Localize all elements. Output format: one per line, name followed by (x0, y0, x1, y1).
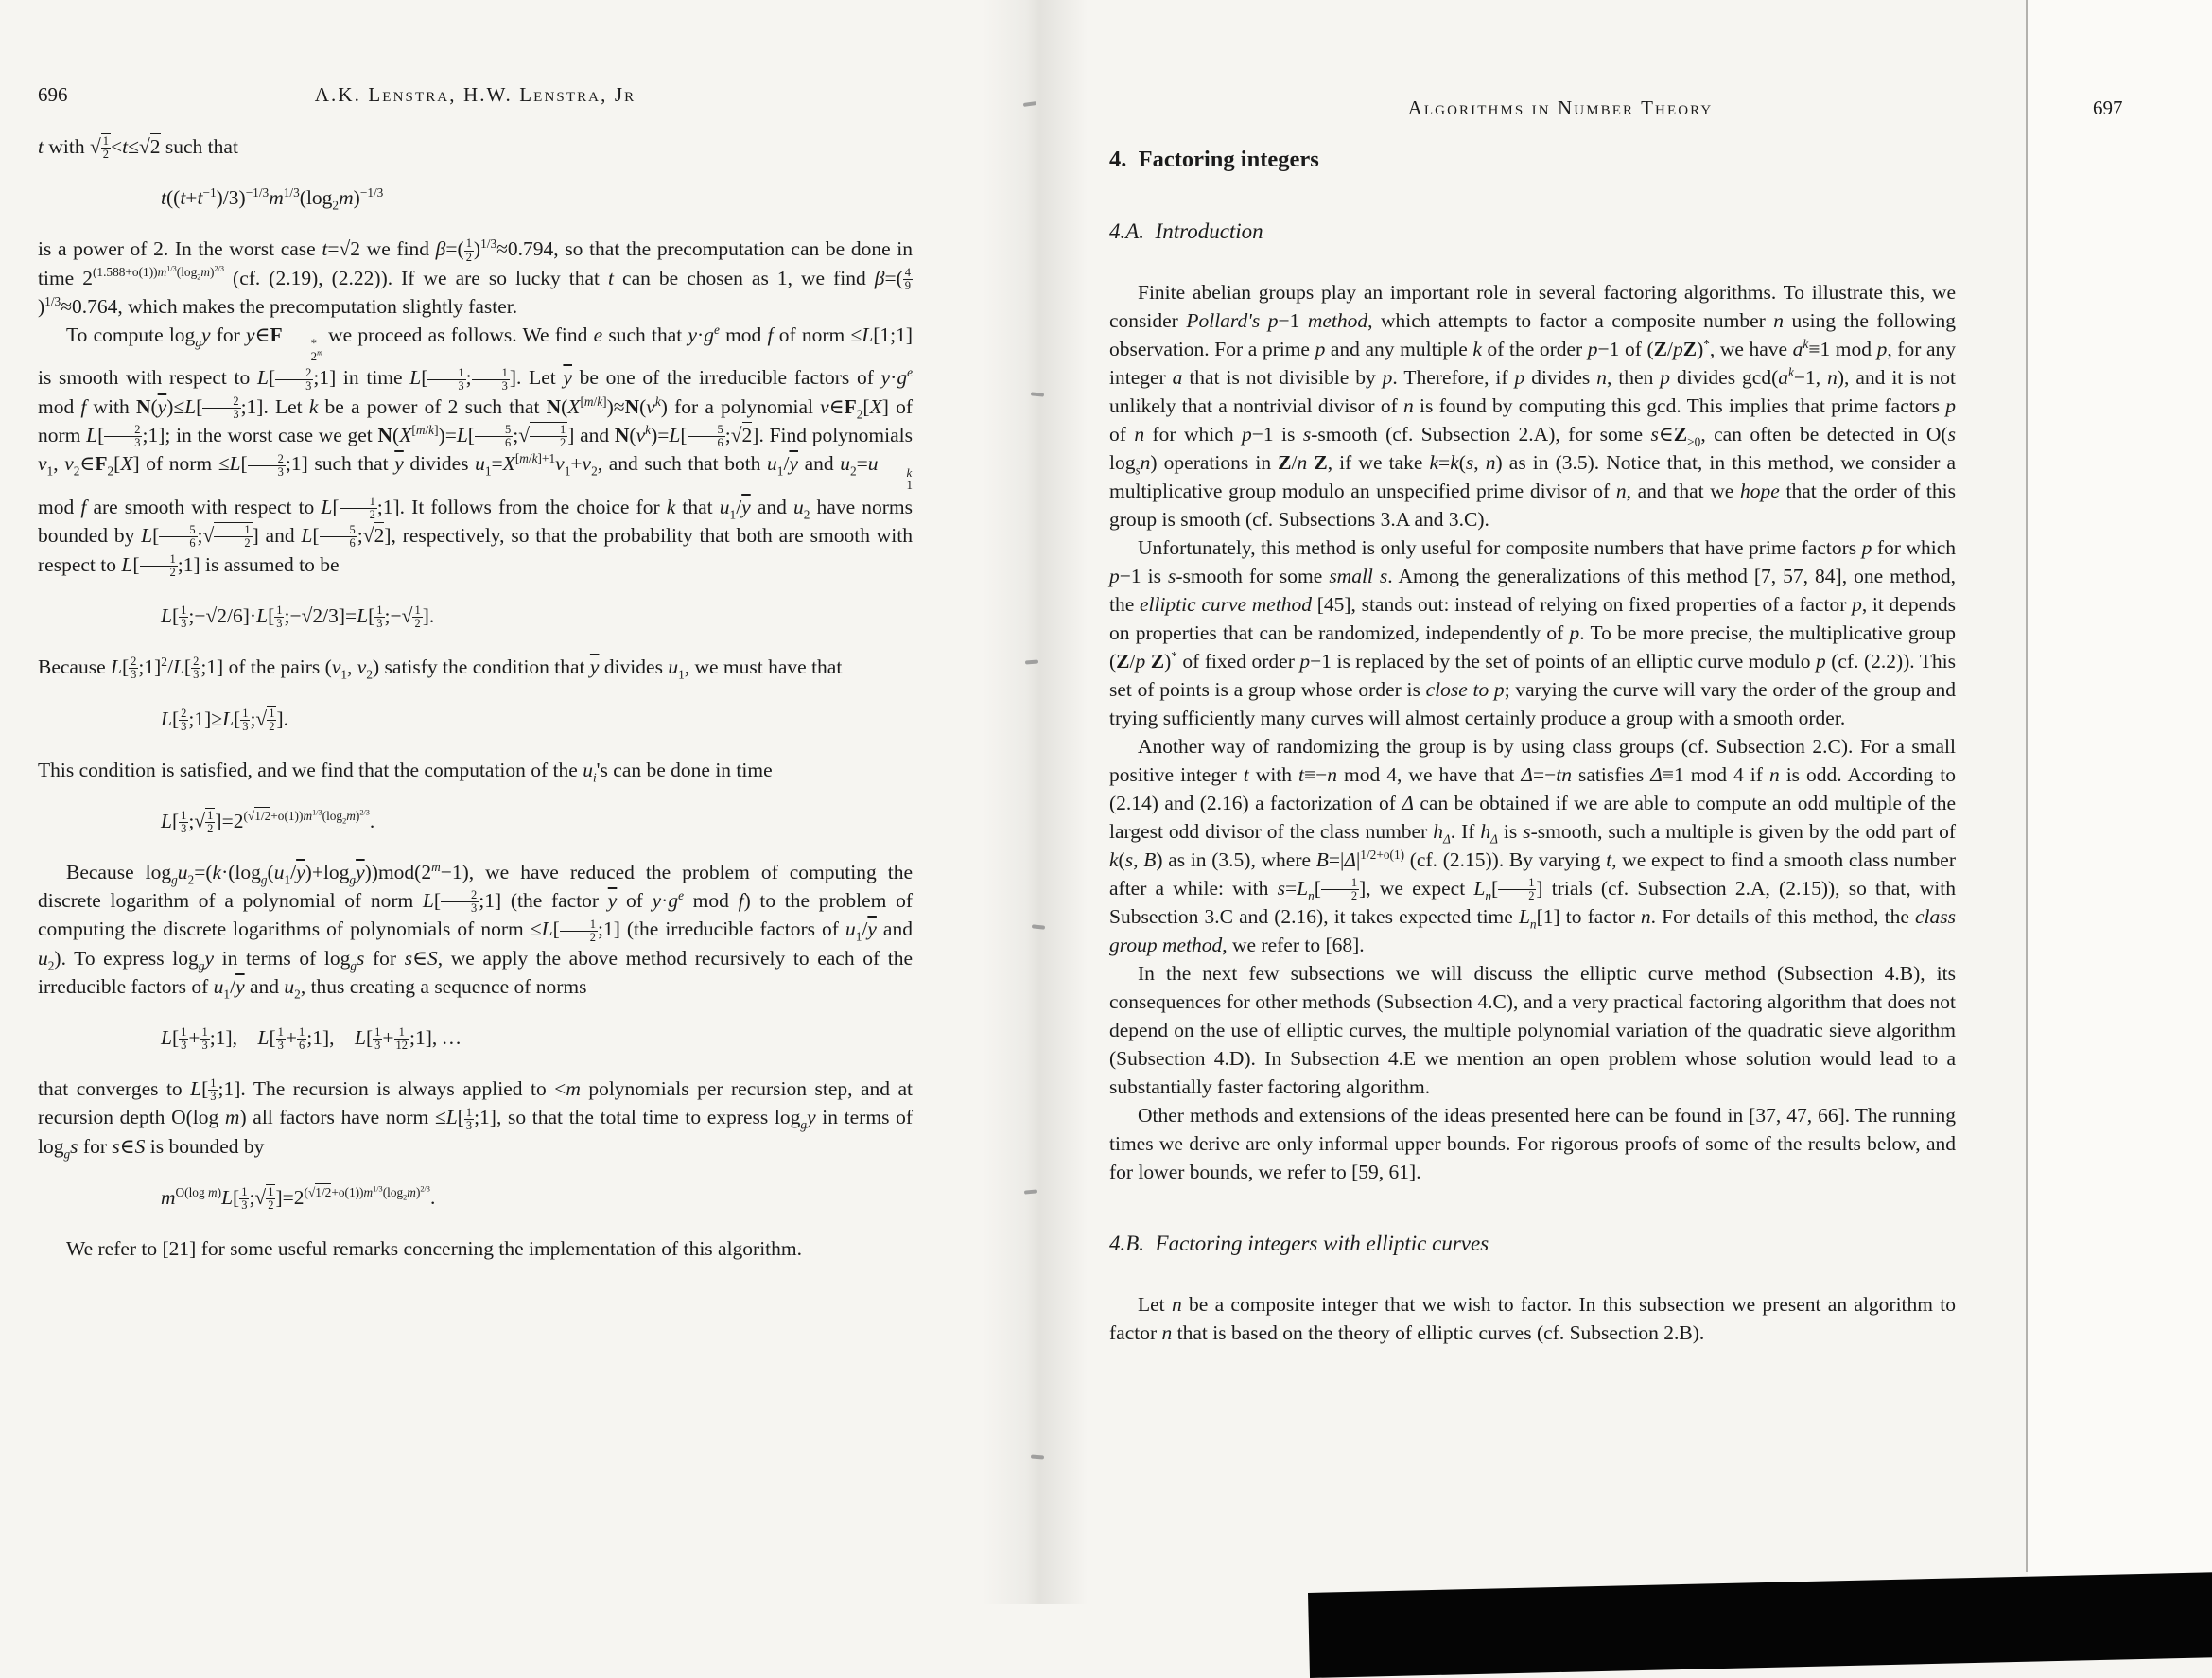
page-697 (1109, 96, 2121, 1347)
section-heading: 4. Factoring integers (1109, 147, 1319, 172)
paragraph: Other methods and extensions of the ideas presented here can be found in [37, 47, 66]. The running times we derive are only informal upper bounds. For rigorous proofs of some of the results below, and for lower bounds, we refer to [59, 61]. (1109, 1104, 1956, 1184)
paragraph: We refer to [21] for some useful remarks concerning the implementation of this algorithm. (66, 1237, 802, 1260)
paragraph: Unfortunately, this method is only useful for composite numbers that have prime factors p for which p−1 is s-smooth for some small s. Among the generalizations of this method [7, 57, 84], one method, the elliptic curve method [45], stands out: instead of relying on fixed properties of a factor p, it depends on properties that can be randomized, independently of p. To be more precise, the multiplicative group (Z/p Z)* of fixed order p−1 is replaced by the set of points of an elliptic curve modulo p (cf. (2.2)). This set of points is a group whose order is close to p; varying the curve will vary the order of the group and trying sufficiently many curves will almost certainly produce a group with a smooth order. (1109, 536, 1957, 729)
page-number-left: 696 (38, 83, 68, 106)
page-gutter-shadow (982, 0, 1088, 1604)
page-697-body (1109, 125, 1956, 1347)
paragraph: Because $\log_gu_2=(k\cdot(\log_g(u_1/\overline{y})+\log_g\overline{y}))mod(2^m-1)$, we have reduced the problem of computing the discrete logarithm of a polynomial of norm L[ $\frac{2}{3}$ ;1] (the factor $\overline{y}$ of $y\cdot g^e$ mod f) to the problem of computing the discrete logarithms of polynomials of norm ≤L[ $\frac{1}{2}$ ;1] (the irreducible factors of $u_1/\overline{y}$ and $u_2$). To express $\log_gy$ in terms of $\log_gs$ for s∈S, we apply the above method recursively to each of the irreducible factors of $u_1/\overline{y}$ and $u_2$, thus creating a sequence of norms (38, 859, 914, 1002)
paragraph: Because L[ $\frac{2}{3}$ ;1]$^2$/L[ $\frac{2}{3}$ ;1] of the pairs ($v_1$, $v_2$) satisfy the condition that $\overline{y}$ divides $u_1$, we must have that (38, 655, 843, 682)
page-697-header (1109, 96, 2121, 125)
paragraph: To compute $\log_gy$ for y∈F * 2$^m$ we proceed as follows. We find e such that $y\cdot g^e$ mod f of norm ≤L[1;1] is smooth with respect to L[ $\frac{2}{3}$ ;1] in time L[ $\frac{1}{3}$ ; $\frac{1}{3}$ ]. Let $\overline{y}$ be one of the irreducible factors of $y\cdot g^e$ mod f with $N(\overline{y})\le L$[ $\frac{2}{3}$ ;1]. Let k be a power of 2 such that $N(X[m/k])\approx N(v^k)$ for a polynomial $v\in F_2[X]$ of norm L[ $\frac{2}{3}$ ;1]; in the worst case we get N(X[m/k])=L[ $\frac{5}{6}$ ;√ $\frac{1}{2}$ ] and $N(v^k)=L$[ $\frac{5}{6}$ ;√2]. Find polynomials $v_1$, $v_2\in F_2[X]$ of norm ≤L[ $\frac{2}{3}$ ;1] such that $\overline{y}$ divides $u_1=X^{[m/k]+1}v_1+v_2$, and such that both $u_1/\overline{y}$ and $u_2=u$ k 1 mod f are smooth with respect to L[ $\frac{1}{2}$ ;1]. It follows from the choice for k that $u_1/\overline{y}$ and $u_2$ have norms bounded by L[ $\frac{5}{6}$ ;√ $\frac{1}{2}$ ] and L[ $\frac{5}{6}$ ;√2], respectively, so that the probability that both are smooth with respect to L[ $\frac{1}{2}$ ;1] is assumed to be (38, 322, 914, 579)
running-head-title: Algorithms in Number Theory (1407, 96, 1714, 119)
display-equation: L[ $\frac{1}{3}$ + $\frac{1}{3}$ ;1], L[ $\frac{1}{3}$ + $\frac{1}{6}$ ;1], L[ $\frac{1}{3}$ + $\frac{1}{12}$ ;1], … (161, 1024, 462, 1052)
display-equation: L[ $\frac{2}{3}$ ;1]≥L[ $\frac{1}{3}$ ;√ $\frac{1}{2}$ ]. (161, 706, 289, 733)
paragraph: Let n be a composite integer that we wish to factor. In this subsection we present an algorithm to factor n that is based on the theory of elliptic curves (cf. Subsection 2.B). (1109, 1293, 1957, 1345)
paragraph: In the next few subsections we will discuss the elliptic curve method (Subsection 4.B), its consequences for other methods (Subsection 4.C), and a very practical factoring algorithm that does not depend on the use of elliptic curves, the multiple polynomial variation of the quadratic sieve algorithm (Subsection 4.D). In Subsection 4.E we mention an open problem whose solution would lead to a substantially faster factoring algorithm. (1109, 962, 1956, 1099)
subsection-heading: 4.B. Factoring integers with elliptic curves (1109, 1232, 1489, 1256)
display-equation: $m^{O(log m)}L$[ $\frac{1}{3}$ ;√ $\frac{1}{2}$ ]$=2^{(√1/2+o(1))m^{1/3}(log_2m)^{2/3}}$. (161, 1184, 436, 1212)
running-head-authors: A.K. Lenstra, H.W. Lenstra, Jr (314, 83, 636, 106)
display-equation: L[ $\frac{1}{3}$ ;√ $\frac{1}{2}$ ]$=2^{(√1/2+o(1))m^{1/3}(log_2m)^{2/3}}$. (161, 808, 375, 836)
page-696-header (38, 83, 913, 112)
scan-black-corner (1308, 1571, 2212, 1678)
paragraph: This condition is satisfied, and we find that the computation of the $u_i's$ can be done in time (38, 758, 773, 785)
paragraph: t with √ $\frac{1}{2}$ <t≤√2 such that (38, 134, 238, 162)
paragraph: Finite abelian groups play an important role in several factoring algorithms. To illustrate this, we consider Pollard's p−1 method, which attempts to factor a composite number n using the following observation. For a prime p and any multiple k of the order p−1 of (Z/pZ)*, we have $a^k\equiv 1$ mod p, for any integer a that is not divisible by p. Therefore, if p divides n, then p divides $\gcd(a^k-1$, n), and it is not unlikely that a nontrivial divisor of n is found by computing this gcd. This implies that prime factors p of n for which p−1 is s-smooth (cf. Subsection 2.A), for some $s\in Z_{>0}$, can often be detected in O(s $\log_sn$) operations in Z/n Z, if we take k=k(s, n) as in (3.5). Notice that, in this method, we consider a multiplicative group modulo an unspecified prime divisor of n, and that we hope that the order of this group is smooth (cf. Subsections 3.A and 3.C). (1109, 281, 1957, 531)
page-number-right: 697 (2093, 96, 2123, 119)
paragraph: is a power of 2. In the worst case t=√2 we find β=( $\frac{1}{2}$ )$^{1/3}$≈0.794, so that the precomputation can be done in time $2^{(1.588+o(1))m^{1/3}(log_2m)^{2/3}}$ (cf. (2.19), (2.22)). If we are so lucky that t can be chosen as 1, we find β=( $\frac{4}{9}$ )$^{1/3}$≈0.764, which makes the precomputation slightly faster. (38, 236, 913, 318)
display-equation: L[ $\frac{1}{3}$ ;−√2/6]·L[ $\frac{1}{3}$ ;−√2/3]=L[ $\frac{1}{3}$ ;−√ $\frac{1}{2}$ ]. (161, 603, 435, 631)
page-696 (38, 83, 913, 1263)
paragraph: that converges to L[ $\frac{1}{3}$ ;1]. The recursion is always applied to <m polynomials per recursion step, and at recursion depth O(log m) all factors have norm ≤L[ $\frac{1}{3}$ ;1], so that the total time to express $\log_gy$ in terms of $\log_gs$ for s∈S is bounded by (38, 1076, 914, 1161)
page-696-body (38, 112, 913, 1263)
subsection-heading: 4.A. Introduction (1109, 219, 1263, 243)
paragraph: Another way of randomizing the group is by using class groups (cf. Subsection 2.C). For a small positive integer t with t≡−n mod 4, we have that Δ=−tn satisfies Δ≡1 mod 4 if n is odd. According to (2.14) and (2.16) a factorization of Δ can be obtained if we are able to compute an odd multiple of the largest odd divisor of the class number $h_\Delta$. If $h_\Delta$ is s-smooth, such a multiple is given by the odd part of k(s, B) as in (3.5), where $B=|\Delta|^{1/2+o(1)}$ (cf. (2.15)). By varying t, we expect to find a smooth class number after a while: with $s=L_n$[ $\frac{1}{2}$ ], we expect $L_n$[ $\frac{1}{2}$ ] trials (cf. Subsection 2.A, (2.15)), so that, with Subsection 3.C and (2.16), it takes expected time $L_n[1]$ to factor n. For details of this method, the class group method, we refer to [68]. (1109, 735, 1957, 957)
display-equation: $t((t+t^{-1})/3)^{-1/3}m^{1/3}(\log_2m)^{-1/3}$ (161, 185, 384, 213)
